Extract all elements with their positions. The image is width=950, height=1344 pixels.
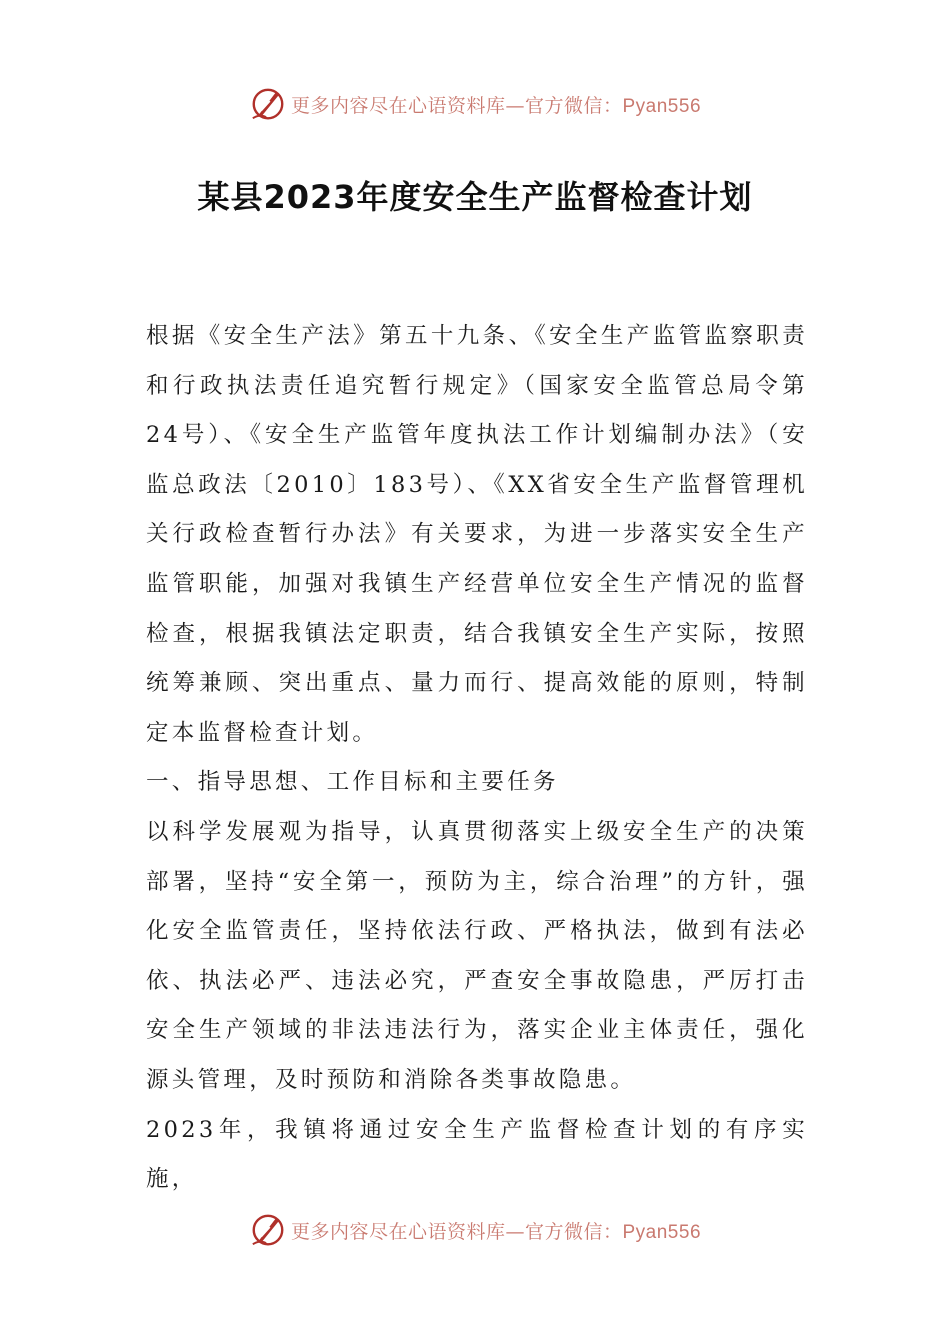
document-title: 某县2023年度安全生产监督检查计划 (197, 178, 753, 216)
wechat-id: Pyan556 (622, 95, 702, 117)
wechat-id: Pyan556 (622, 1221, 702, 1243)
banner-text: 更多内容尽在心语资料库—官方微信：Pyan556 (290, 94, 702, 117)
banner-text: 更多内容尽在心语资料库—官方微信：Pyan556 (290, 1220, 702, 1243)
document-body (146, 312, 808, 1205)
paragraph-2023: 2023年，我镇将通过安全生产监督检查计划的有序实施， (146, 1116, 808, 1193)
quill-logo-icon (249, 1211, 287, 1249)
watermark-banner-bottom (0, 1210, 950, 1250)
paragraph-guiding: 以科学发展观为指导，认真贯彻落实上级安全生产的决策部署，坚持“安全第一，预防为主，综合治理”的方针，强化安全监管责任，坚持依法行政、严格执法，做到有法必依、执法必严、违法必究，严查安全事故隐患，严厉打击安全生产领域的非法违法行为，落实企业主体责任，强化源头管理，及时预防和消除各类事故隐患。 (146, 818, 808, 1093)
quill-logo-icon (249, 85, 287, 123)
paragraph-intro: 根据《安全生产法》第五十九条、《安全生产监管监察职责和行政执法责任追究暂行规定》（国家安全监管总局令第24号）、《安全生产监管年度执法工作计划编制办法》（安监总政法〔2010〕183号）、《XX省安全生产监督管理机关行政检查暂行办法》有关要求，为进一步落实安全生产监管职能，加强对我镇生产经营单位安全生产情况的监督检查，根据我镇法定职责，结合我镇安全生产实际，按照统筹兼顾、突出重点、量力而行、提高效能的原则，特制定本监督检查计划。 (146, 323, 808, 746)
section-heading: 一、指导思想、工作目标和主要任务 (146, 769, 559, 796)
watermark-banner-top (0, 84, 950, 124)
